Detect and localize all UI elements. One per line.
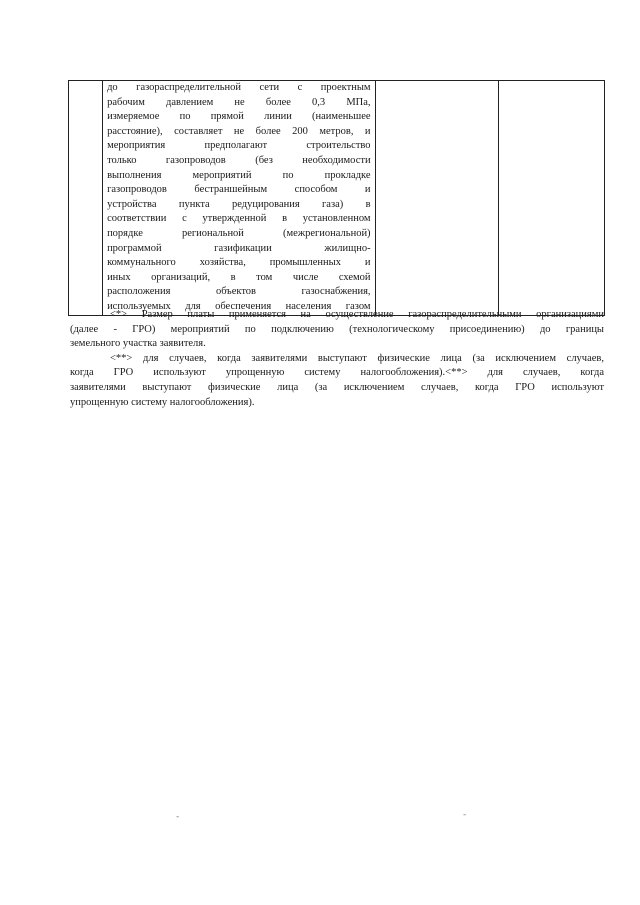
footnote-line: когда ГРО используют упрощенную систему налогообложения).<**> для случаев, когда (70, 367, 604, 379)
footnote-line: <*> Размер платы применяется на осуществление газораспределительными организациями (110, 309, 604, 320)
cell-text-line: устройства пункта редуцирования газа) в (107, 198, 371, 210)
footnote-line: <**> для случаев, когда заявителями выступают физические лица (за исключением случаев, (110, 352, 604, 364)
cell-text-line: измеряемое по прямой линии (наименьшее (107, 111, 371, 123)
cell-text-line: рабочим давлением не более 0,3 МПа, (107, 96, 371, 108)
cell-text-line: иных организаций, в том числе схемой (107, 271, 371, 283)
cell-text-line: соответствии с утвержденной в установленном (107, 213, 371, 225)
table-cell-value-2 (498, 81, 604, 316)
footnote-1 (70, 308, 604, 352)
table-row (69, 81, 605, 316)
footnote-2 (70, 352, 604, 410)
cell-text-line: до газораспределительной сети с проектным (107, 82, 371, 93)
footnote-line: земельного участка заявителя. (70, 338, 206, 350)
cell-text-line: выполнения мероприятий по прокладке (107, 169, 371, 181)
cell-text-line: только газопроводов (без необходимости (107, 154, 371, 166)
scan-mark: - (176, 812, 180, 822)
table-cell-number (69, 81, 103, 316)
footnote-line: заявителями выступают физические лица (за исключением случаев, когда ГРО используют (70, 381, 604, 393)
tariff-table (68, 80, 605, 316)
footnote-line: (далее - ГРО) мероприятий по подключению (технологическому присоединению) до границы (70, 323, 604, 335)
cell-text-line: расположения объектов газоснабжения, (107, 286, 371, 298)
table-cell-description (103, 81, 376, 316)
cell-text-line: мероприятия предполагают строительство (107, 140, 371, 152)
footnote-line: упрощенную систему налогообложения). (70, 396, 255, 408)
footnotes (70, 308, 604, 410)
cell-text-line: газопроводов бестраншейным способом и (107, 184, 371, 196)
cell-text-line: порядке региональной (межрегиональной) (107, 227, 371, 239)
cell-text-line: программой газификации жилищно- (107, 242, 371, 254)
cell-text-line: используемых для обеспечения населения газом (107, 300, 371, 312)
scan-mark: - (463, 810, 467, 820)
cell-text-line: коммунального хозяйства, промышленных и (107, 257, 371, 269)
cell-text-line: расстояние), составляет не более 200 метров, и (107, 125, 371, 137)
table-cell-value-1 (375, 81, 498, 316)
cell-description-text (103, 81, 375, 315)
